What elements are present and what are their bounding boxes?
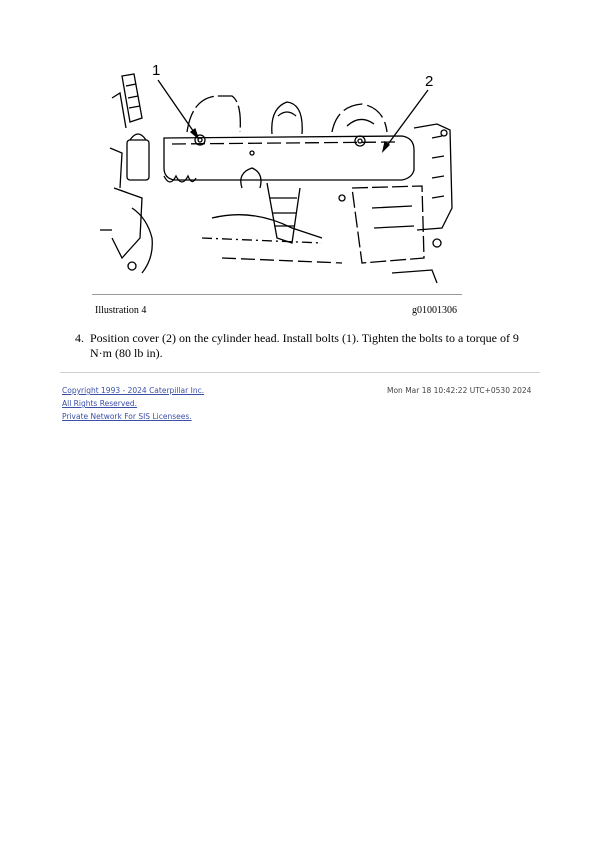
cover-bolt-2 (355, 136, 365, 146)
callout-1: 1 (152, 62, 161, 79)
engine-cover-illustration (92, 58, 472, 288)
private-network-link[interactable]: Private Network For SIS Licensees. (62, 412, 192, 421)
step-number: 4. (75, 331, 84, 345)
illustration-id: g01001306 (412, 305, 457, 316)
engine-line-drawing (92, 58, 472, 288)
illustration-label: Illustration 4 (95, 305, 147, 316)
rights-link[interactable]: All Rights Reserved. (62, 399, 138, 408)
callout-2: 2 (425, 73, 434, 90)
leader-line-1 (158, 80, 198, 138)
illustration-divider (92, 294, 462, 295)
timestamp: Mon Mar 18 10:42:22 UTC+0530 2024 (387, 386, 532, 395)
hose-wave (164, 176, 196, 182)
footer-links (62, 384, 204, 423)
footer-divider (60, 372, 540, 373)
step-text: Position cover (2) on the cylinder head. Install bolts (1). Tighten the bolts to a torque of 9 N·m (80 lb in). (90, 331, 519, 360)
filter-housing (127, 140, 149, 180)
copyright-link[interactable]: Copyright 1993 - 2024 Caterpillar Inc. (62, 386, 205, 395)
